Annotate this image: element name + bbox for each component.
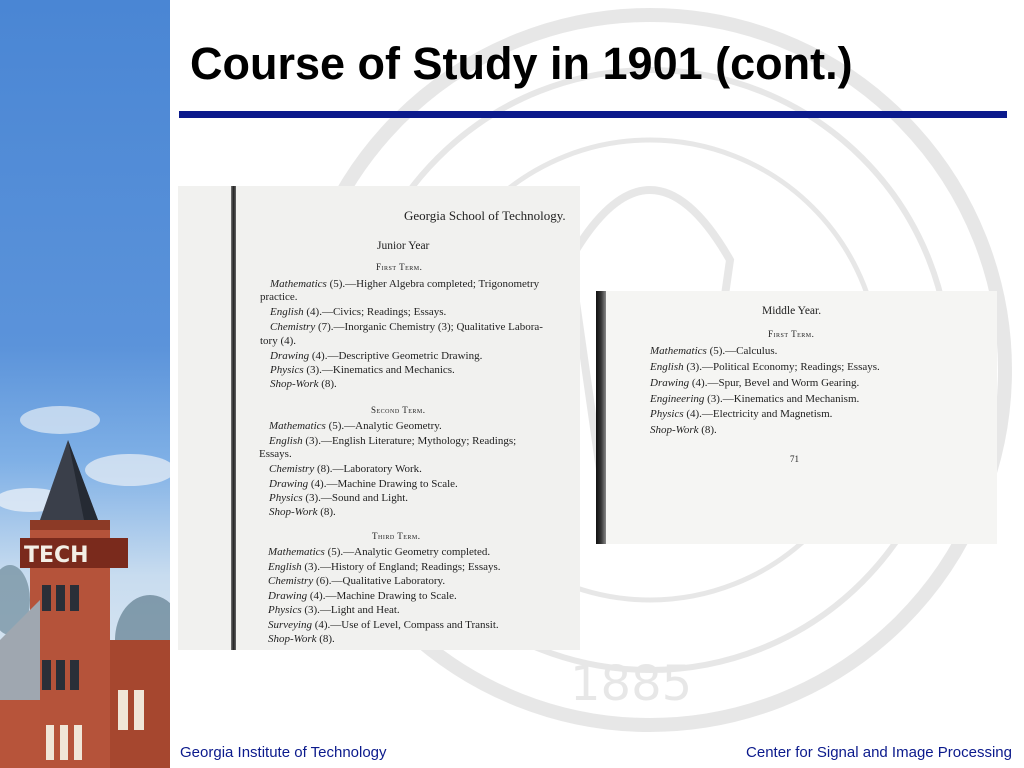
course-line: English (4).—Civics; Readings; Essays.	[270, 306, 447, 318]
slide-title: Course of Study in 1901 (cont.)	[190, 38, 853, 89]
course-line: Physics (3).—Kinematics and Mechanics.	[270, 364, 455, 376]
course-line: Chemistry (7).—Inorganic Chemistry (3); Qualitative Labora-	[270, 321, 543, 333]
course-line: Drawing (4).—Machine Drawing to Scale.	[268, 590, 457, 602]
course-line: practice.	[260, 291, 298, 303]
sidebar-tech-tower	[0, 0, 170, 768]
page-binding-edge	[231, 186, 236, 650]
term-heading: First Term.	[376, 262, 423, 272]
course-line: Drawing (4).—Spur, Bevel and Worm Gearing.	[650, 377, 860, 389]
title-divider	[179, 111, 1007, 118]
term-heading: First Term.	[768, 329, 815, 339]
course-line: English (3).—History of England; Readings; Essays.	[268, 561, 501, 573]
course-line: Mathematics (5).—Higher Algebra completed; Trigonometry	[270, 278, 540, 290]
year-heading: Middle Year.	[762, 305, 822, 317]
course-line: Mathematics (5).—Analytic Geometry completed.	[268, 546, 491, 558]
course-line: Drawing (4).—Descriptive Geometric Drawing.	[270, 350, 483, 362]
page-header: Georgia School of Technology.	[404, 208, 566, 223]
course-line: English (3).—English Literature; Mythology; Readings;	[269, 435, 517, 447]
course-line: Shop-Work (8).	[650, 424, 717, 436]
course-line: Shop-Work (8).	[269, 506, 336, 518]
footer-center: Center for Signal and Image Processing	[746, 744, 1012, 761]
course-line: Chemistry (8).—Laboratory Work.	[269, 463, 422, 475]
course-line: Physics (3).—Sound and Light.	[269, 492, 409, 504]
course-line: Physics (3).—Light and Heat.	[268, 604, 400, 616]
scanned-page-junior-year	[178, 186, 580, 650]
tech-tower-illustration	[0, 0, 170, 768]
page-number: 71	[790, 454, 799, 464]
svg-text:1885: 1885	[570, 656, 693, 712]
course-line: Essays.	[259, 448, 292, 460]
svg-text:TECH: TECH	[24, 543, 89, 568]
term-heading: Second Term.	[371, 405, 426, 415]
course-line: Shop-Work (8).	[268, 633, 335, 645]
course-line: Mathematics (5).—Calculus.	[650, 345, 778, 357]
page-binding-edge	[596, 291, 606, 544]
footer-institution: Georgia Institute of Technology	[180, 744, 387, 761]
term-heading: Third Term.	[372, 531, 421, 541]
course-line: Chemistry (6).—Qualitative Laboratory.	[268, 575, 446, 587]
year-heading: Junior Year	[377, 240, 430, 252]
course-line: tory (4).	[260, 335, 297, 347]
course-line: Mathematics (5).—Analytic Geometry.	[269, 420, 442, 432]
course-line: Drawing (4).—Machine Drawing to Scale.	[269, 478, 458, 490]
course-line: English (3).—Political Economy; Readings; Essays.	[650, 361, 880, 373]
course-line: Physics (4).—Electricity and Magnetism.	[650, 408, 833, 420]
course-line: Surveying (4).—Use of Level, Compass and Transit.	[268, 619, 499, 631]
course-line: Shop-Work (8).	[270, 378, 337, 390]
course-line: Engineering (3).—Kinematics and Mechanism.	[650, 393, 860, 405]
scanned-page-middle-year	[596, 291, 997, 544]
